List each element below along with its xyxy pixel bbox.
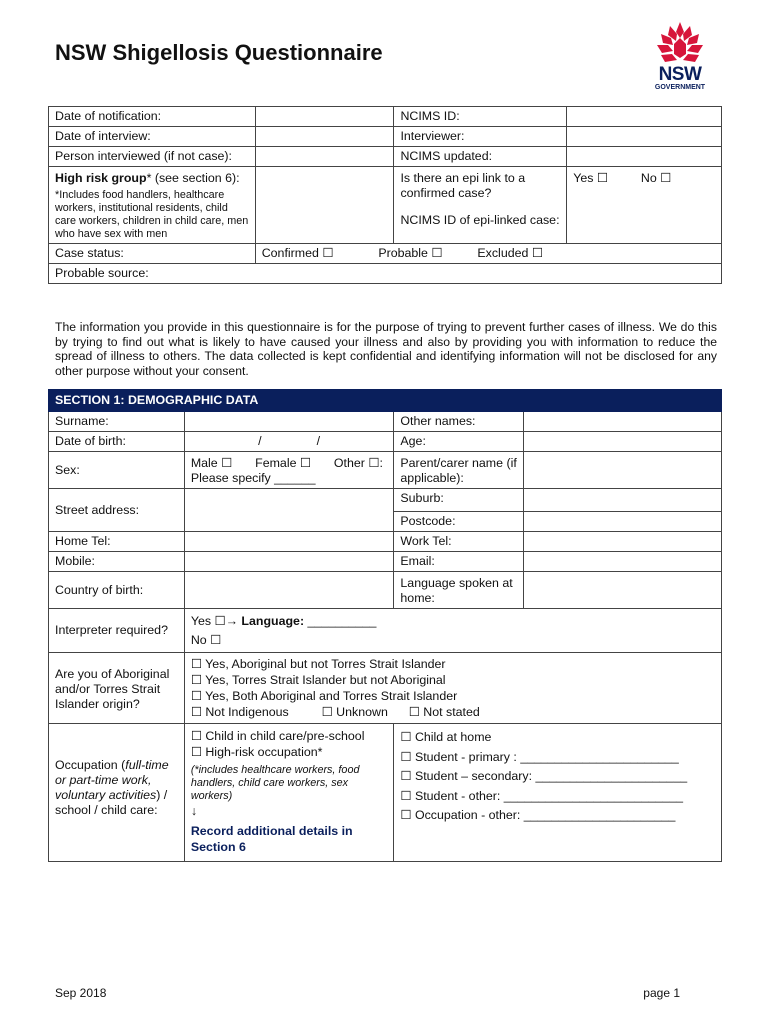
interpreter-no-checkbox[interactable]: No ☐ (190, 633, 222, 647)
interpreter-language-label: Language: (241, 614, 305, 628)
arrow-down-icon: ↓ (190, 804, 198, 818)
dob-field[interactable]: / / (184, 432, 394, 452)
high-risk-group-field[interactable] (255, 167, 394, 244)
table-row (49, 167, 722, 244)
interviewer-label: Interviewer: (394, 127, 567, 147)
sex-other-checkbox[interactable]: Other ☐: (333, 456, 383, 470)
sex-specify-field[interactable]: Please specify ______ (190, 471, 316, 485)
aboriginal-option-not-stated[interactable]: ☐ Not stated (408, 705, 480, 719)
waratah-flower-icon (653, 20, 707, 66)
country-of-birth-field[interactable] (184, 572, 394, 609)
probable-source-label: Probable source: (55, 266, 149, 280)
aboriginal-option-unknown[interactable]: ☐ Unknown (321, 705, 388, 719)
work-tel-field[interactable] (524, 532, 722, 552)
interpreter-language-field[interactable]: __________ (304, 614, 377, 628)
mobile-field[interactable] (184, 552, 394, 572)
table-row (49, 412, 722, 432)
date-of-interview-field[interactable] (255, 127, 394, 147)
aboriginal-option-1[interactable]: ☐ Yes, Aboriginal but not Torres Strait Islander (190, 657, 446, 671)
occ-highrisk-note: (*includes healthcare workers, food handlers, child care workers, sex workers) (190, 764, 360, 802)
age-label: Age: (394, 432, 524, 452)
interpreter-yes-checkbox[interactable]: Yes ☐→ (190, 614, 242, 628)
occ-child-home-checkbox[interactable]: ☐ Child at home (400, 730, 492, 744)
country-of-birth-label: Country of birth: (49, 572, 185, 609)
postcode-label: Postcode: (394, 512, 524, 532)
high-risk-note: *Includes food handlers, healthcare workers, institutional residents, child care workers, children in child care, men who have sex with men (55, 189, 249, 240)
case-status-label: Case status: (49, 244, 256, 264)
table-row (49, 264, 722, 284)
aboriginal-option-3[interactable]: ☐ Yes, Both Aboriginal and Torres Strait Islander (190, 689, 458, 703)
table-row (49, 107, 722, 127)
nsw-government-logo (640, 20, 720, 100)
demographic-table (48, 389, 722, 862)
occupation-label-start: Occupation ( (55, 758, 126, 772)
sex-options (184, 452, 394, 489)
ncims-id-field[interactable] (567, 107, 722, 127)
occupation-label-end: ) / school / child care: (55, 788, 168, 817)
sex-male-checkbox[interactable]: Male ☐ (190, 456, 233, 470)
epi-no-checkbox[interactable]: No ☐ (640, 171, 672, 185)
table-row (49, 452, 722, 489)
table-row (49, 532, 722, 552)
mobile-label: Mobile: (49, 552, 185, 572)
table-row (49, 489, 722, 512)
street-address-label: Street address: (49, 489, 185, 532)
occupation-label (49, 724, 185, 862)
table-row (49, 609, 722, 653)
high-risk-section-ref: * (see section 6): (146, 171, 240, 185)
info-paragraph: The information you provide in this questionnaire is for the purpose of trying to prevent further cases of illness. We do this by trying to find out what is likely to have caused your illness and also by providing you with information to reduce the spread of illness to others. The data collected is kept confidential and identifying information will not be disclosed for any other purpose without your consent. (55, 320, 717, 378)
ncims-updated-field[interactable] (567, 147, 722, 167)
parent-carer-label: Parent/carer name (if applicable): (394, 452, 524, 489)
date-of-notification-field[interactable] (255, 107, 394, 127)
other-names-field[interactable] (524, 412, 722, 432)
home-tel-label: Home Tel: (49, 532, 185, 552)
home-tel-field[interactable] (184, 532, 394, 552)
work-tel-label: Work Tel: (394, 532, 524, 552)
occupation-label-italic: full-time or part-time work, voluntary activities (55, 758, 169, 802)
epi-link-options (567, 167, 722, 244)
probable-source-field[interactable] (49, 264, 722, 284)
aboriginal-origin-options (184, 653, 721, 724)
table-row (49, 572, 722, 609)
occupation-options-right (394, 724, 722, 862)
section1-header: SECTION 1: DEMOGRAPHIC DATA (49, 390, 722, 412)
footer-page-number: page 1 (643, 986, 680, 1000)
age-field[interactable] (524, 432, 722, 452)
aboriginal-option-2[interactable]: ☐ Yes, Torres Strait Islander but not Aboriginal (190, 673, 446, 687)
table-row (49, 390, 722, 412)
excluded-checkbox[interactable]: Excluded ☐ (477, 246, 543, 260)
occ-other-checkbox[interactable]: ☐ Occupation - other: ______________________ (400, 808, 676, 822)
probable-checkbox[interactable]: Probable ☐ (378, 246, 443, 260)
sex-label: Sex: (49, 452, 185, 489)
occ-record-details-note: Record additional details in Section 6 (190, 824, 353, 854)
high-risk-group-cell (49, 167, 256, 244)
occupation-options-left (184, 724, 394, 862)
high-risk-label: High risk group (55, 171, 147, 185)
email-label: Email: (394, 552, 524, 572)
table-row (49, 653, 722, 724)
page-title: NSW Shigellosis Questionnaire (55, 40, 383, 65)
table-row (49, 147, 722, 167)
postcode-field[interactable] (524, 512, 722, 532)
ncims-id-label: NCIMS ID: (394, 107, 567, 127)
suburb-field[interactable] (524, 489, 722, 512)
interpreter-label: Interpreter required? (49, 609, 185, 653)
surname-field[interactable] (184, 412, 394, 432)
aboriginal-origin-label: Are you of Aboriginal and/or Torres Strait Islander origin? (49, 653, 185, 724)
epi-link-label: Is there an epi link to a confirmed case? (400, 171, 526, 200)
dob-label: Date of birth: (49, 432, 185, 452)
epi-link-cell (394, 167, 567, 244)
case-details-table (48, 106, 722, 284)
epi-yes-checkbox[interactable]: Yes ☐ (573, 171, 608, 185)
suburb-label: Suburb: (394, 489, 524, 512)
email-field[interactable] (524, 552, 722, 572)
occ-student-primary-checkbox[interactable]: ☐ Student - primary : _______________________ (400, 749, 679, 764)
person-interviewed-field[interactable] (255, 147, 394, 167)
table-row (49, 127, 722, 147)
interpreter-options (184, 609, 721, 653)
other-names-label: Other names: (394, 412, 524, 432)
ncims-epi-linked-label: NCIMS ID of epi-linked case: (400, 213, 560, 227)
table-row (49, 552, 722, 572)
language-home-field[interactable] (524, 572, 722, 609)
logo-government-text: GOVERNMENT (654, 84, 706, 91)
occ-childcare-checkbox[interactable]: ☐ Child in child care/pre-school (190, 729, 365, 743)
street-address-field[interactable] (184, 489, 394, 532)
surname-label: Surname: (49, 412, 185, 432)
interviewer-field[interactable] (567, 127, 722, 147)
aboriginal-option-not-indigenous[interactable]: ☐ Not Indigenous (190, 705, 289, 719)
confirmed-checkbox[interactable]: Confirmed ☐ (261, 246, 334, 260)
table-row (49, 244, 722, 264)
ncims-updated-label: NCIMS updated: (394, 147, 567, 167)
logo-nsw-text: NSW (658, 64, 702, 85)
occ-student-secondary-checkbox[interactable]: ☐ Student – secondary: ______________________ (400, 769, 688, 783)
parent-carer-field[interactable] (524, 452, 722, 489)
occ-student-other-checkbox[interactable]: ☐ Student - other: __________________________ (400, 788, 683, 803)
footer-date: Sep 2018 (55, 986, 107, 1000)
occ-highrisk-checkbox[interactable]: ☐ High-risk occupation* (190, 745, 323, 759)
language-home-label: Language spoken at home: (394, 572, 524, 609)
person-interviewed-label: Person interviewed (if not case): (49, 147, 256, 167)
date-of-notification-label: Date of notification: (49, 107, 256, 127)
sex-female-checkbox[interactable]: Female ☐ (255, 456, 312, 470)
table-row (49, 724, 722, 862)
date-of-interview-label: Date of interview: (49, 127, 256, 147)
case-status-options (255, 244, 721, 264)
table-row (49, 432, 722, 452)
